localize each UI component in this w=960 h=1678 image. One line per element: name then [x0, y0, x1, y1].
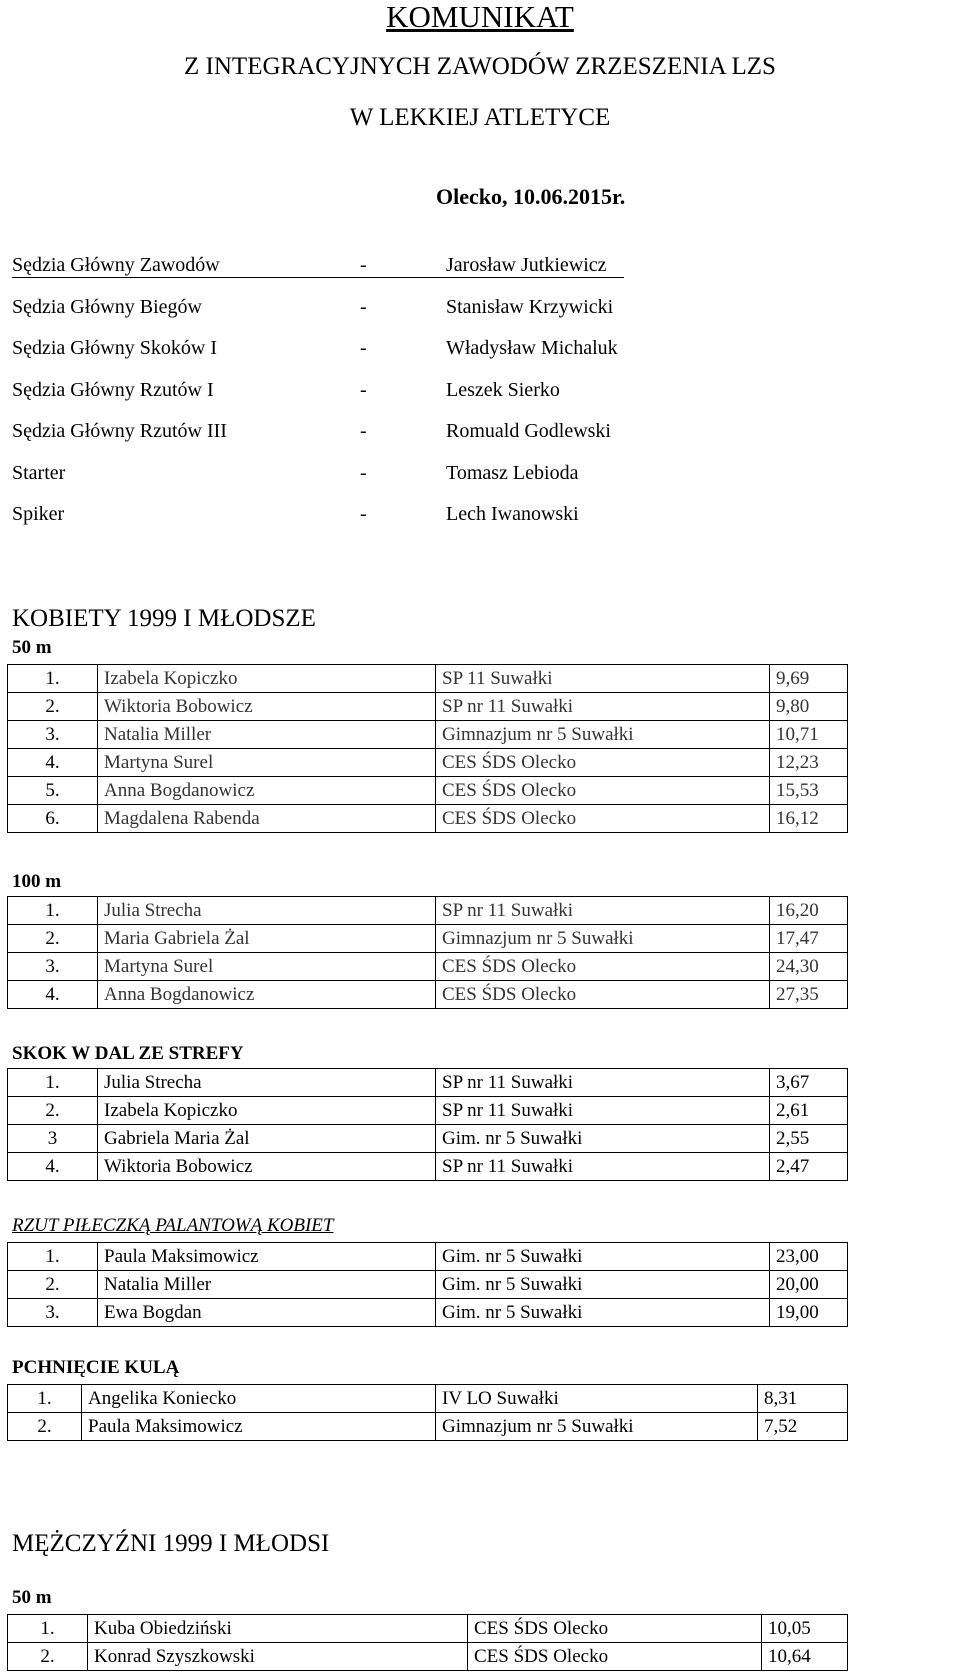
club-cell: CES ŚDS Olecko	[436, 777, 770, 805]
club-cell: SP 11 Suwałki	[436, 665, 770, 693]
club-cell: IV LO Suwałki	[436, 1385, 758, 1413]
place-cell: 2.	[8, 925, 98, 953]
club-cell: CES ŚDS Olecko	[436, 805, 770, 833]
athlete-cell: Martyna Surel	[98, 749, 436, 777]
place-cell: 2.	[8, 1097, 98, 1125]
place-cell: 2.	[8, 1271, 98, 1299]
official-name: Tomasz Lebioda	[446, 461, 579, 484]
official-row	[12, 418, 712, 460]
club-cell: SP nr 11 Suwałki	[436, 1069, 770, 1097]
athlete-cell: Konrad Szyszkowski	[88, 1643, 468, 1671]
official-row	[12, 335, 712, 377]
athlete-cell: Paula Maksimowicz	[82, 1413, 436, 1441]
official-row	[12, 377, 712, 419]
result-cell: 23,00	[770, 1243, 848, 1271]
men-section-heading: MĘŻCZYŹNI 1999 I MŁODSI	[12, 1530, 330, 1557]
club-cell: SP nr 11 Suwałki	[436, 1097, 770, 1125]
result-cell: 24,30	[770, 953, 848, 981]
result-cell: 15,53	[770, 777, 848, 805]
official-row	[12, 501, 712, 543]
club-cell: Gim. nr 5 Suwałki	[436, 1125, 770, 1153]
place-cell: 1.	[8, 1243, 98, 1271]
result-cell: 16,20	[770, 897, 848, 925]
table-row	[8, 925, 848, 953]
club-cell: SP nr 11 Suwałki	[436, 693, 770, 721]
place-cell: 3	[8, 1125, 98, 1153]
place-cell: 2.	[8, 693, 98, 721]
official-role: Sędzia Główny Rzutów III	[12, 420, 227, 442]
table-row	[8, 1153, 848, 1181]
athlete-cell: Natalia Miller	[98, 1271, 436, 1299]
athlete-cell: Maria Gabriela Żal	[98, 925, 436, 953]
table-row	[8, 1299, 848, 1327]
results-table	[7, 1068, 848, 1181]
place-cell: 1.	[8, 1385, 82, 1413]
event-title: SKOK W DAL ZE STREFY	[12, 1043, 244, 1064]
results-table	[7, 1242, 848, 1327]
result-cell: 19,00	[770, 1299, 848, 1327]
athlete-cell: Anna Bogdanowicz	[98, 981, 436, 1009]
official-dash: -	[360, 461, 367, 484]
place-cell: 2.	[8, 1643, 88, 1671]
result-cell: 10,64	[762, 1643, 848, 1671]
place-cell: 1.	[8, 665, 98, 693]
table-row	[8, 953, 848, 981]
place-cell: 4.	[8, 749, 98, 777]
athlete-cell: Paula Maksimowicz	[98, 1243, 436, 1271]
result-cell: 7,52	[758, 1413, 848, 1441]
table-row	[8, 897, 848, 925]
event-title: RZUT PIŁECZKĄ PALANTOWĄ KOBIET	[12, 1215, 334, 1236]
athlete-cell: Gabriela Maria Żal	[98, 1125, 436, 1153]
result-cell: 20,00	[770, 1271, 848, 1299]
official-role: Sędzia Główny Zawodów	[12, 254, 220, 276]
results-table	[7, 1614, 848, 1671]
event-title: 50 m	[12, 1587, 52, 1608]
result-cell: 2,55	[770, 1125, 848, 1153]
result-cell: 17,47	[770, 925, 848, 953]
results-table	[7, 1384, 848, 1441]
club-cell: CES ŚDS Olecko	[436, 981, 770, 1009]
official-dash: -	[360, 503, 367, 525]
result-cell: 2,61	[770, 1097, 848, 1125]
official-name: Leszek Sierko	[446, 378, 560, 401]
result-cell: 16,12	[770, 805, 848, 833]
club-cell: SP nr 11 Suwałki	[436, 897, 770, 925]
women-section-heading: KOBIETY 1999 I MŁODSZE	[12, 605, 316, 632]
table-row	[8, 1271, 848, 1299]
result-cell: 10,71	[770, 721, 848, 749]
athlete-cell: Natalia Miller	[98, 721, 436, 749]
official-role: Starter	[12, 461, 66, 484]
place-cell: 5.	[8, 777, 98, 805]
club-cell: Gimnazjum nr 5 Suwałki	[436, 1413, 758, 1441]
document-subtitle-2: W LEKKIEJ ATLETYCE	[349, 104, 611, 131]
official-dash: -	[360, 420, 367, 442]
official-row	[12, 294, 712, 336]
official-name: Władysław Michaluk	[446, 337, 618, 359]
official-name: Lech Iwanowski	[446, 503, 579, 525]
official-role: Sędzia Główny Rzutów I	[12, 378, 214, 401]
table-row	[8, 665, 848, 693]
place-cell: 1.	[8, 1615, 88, 1643]
official-name: Romuald Godlewski	[446, 420, 611, 442]
place-cell: 4.	[8, 1153, 98, 1181]
event-title: PCHNIĘCIE KULĄ	[12, 1357, 180, 1378]
athlete-cell: Magdalena Rabenda	[98, 805, 436, 833]
result-cell: 10,05	[762, 1615, 848, 1643]
club-cell: Gim. nr 5 Suwałki	[436, 1243, 770, 1271]
result-cell: 2,47	[770, 1153, 848, 1181]
officials-list	[12, 252, 712, 543]
official-dash: -	[360, 295, 367, 318]
table-row	[8, 749, 848, 777]
official-dash: -	[360, 378, 367, 401]
club-cell: Gimnazjum nr 5 Suwałki	[436, 925, 770, 953]
athlete-cell: Kuba Obiedziński	[88, 1615, 468, 1643]
club-cell: CES ŚDS Olecko	[436, 953, 770, 981]
club-cell: CES ŚDS Olecko	[468, 1615, 762, 1643]
table-row	[8, 693, 848, 721]
athlete-cell: Ewa Bogdan	[98, 1299, 436, 1327]
official-row	[12, 252, 712, 294]
official-name: Stanisław Krzywicki	[446, 295, 614, 318]
table-row	[8, 721, 848, 749]
club-cell: Gim. nr 5 Suwałki	[436, 1271, 770, 1299]
official-role: Sędzia Główny Biegów	[12, 295, 202, 318]
results-table	[7, 896, 848, 1009]
event-title: 50 m	[12, 637, 52, 658]
place-cell: 1.	[8, 897, 98, 925]
club-cell: CES ŚDS Olecko	[468, 1643, 762, 1671]
official-row	[12, 460, 712, 502]
place-cell: 1.	[8, 1069, 98, 1097]
place-cell: 4.	[8, 981, 98, 1009]
document-title: KOMUNIKAT	[386, 0, 574, 34]
athlete-cell: Julia Strecha	[98, 1069, 436, 1097]
place-cell: 3.	[8, 953, 98, 981]
athlete-cell: Izabela Kopiczko	[98, 665, 436, 693]
table-row	[8, 1413, 848, 1441]
place-cell: 2.	[8, 1413, 82, 1441]
result-cell: 9,69	[770, 665, 848, 693]
club-cell: SP nr 11 Suwałki	[436, 1153, 770, 1181]
athlete-cell: Julia Strecha	[98, 897, 436, 925]
result-cell: 3,67	[770, 1069, 848, 1097]
official-dash: -	[360, 254, 367, 276]
official-name: Jarosław Jutkiewicz	[446, 254, 607, 276]
table-row	[8, 1243, 848, 1271]
club-cell: CES ŚDS Olecko	[436, 749, 770, 777]
document-date: Olecko, 10.06.2015r.	[436, 184, 626, 209]
official-role: Spiker	[12, 503, 65, 525]
athlete-cell: Wiktoria Bobowicz	[98, 1153, 436, 1181]
result-cell: 9,80	[770, 693, 848, 721]
place-cell: 6.	[8, 805, 98, 833]
table-row	[8, 805, 848, 833]
table-row	[8, 1643, 848, 1671]
table-row	[8, 1385, 848, 1413]
place-cell: 3.	[8, 1299, 98, 1327]
result-cell: 12,23	[770, 749, 848, 777]
result-cell: 8,31	[758, 1385, 848, 1413]
athlete-cell: Martyna Surel	[98, 953, 436, 981]
table-row	[8, 981, 848, 1009]
official-dash: -	[360, 337, 367, 359]
club-cell: Gimnazjum nr 5 Suwałki	[436, 721, 770, 749]
table-row	[8, 1097, 848, 1125]
athlete-cell: Wiktoria Bobowicz	[98, 693, 436, 721]
club-cell: Gim. nr 5 Suwałki	[436, 1299, 770, 1327]
athlete-cell: Anna Bogdanowicz	[98, 777, 436, 805]
official-role: Sędzia Główny Skoków I	[12, 337, 217, 359]
athlete-cell: Angelika Koniecko	[82, 1385, 436, 1413]
result-cell: 27,35	[770, 981, 848, 1009]
results-table	[7, 664, 848, 833]
table-row	[8, 777, 848, 805]
athlete-cell: Izabela Kopiczko	[98, 1097, 436, 1125]
document-subtitle: Z INTEGRACYJNYCH ZAWODÓW ZRZESZENIA LZS	[184, 53, 776, 80]
place-cell: 3.	[8, 721, 98, 749]
table-row	[8, 1615, 848, 1643]
table-row	[8, 1125, 848, 1153]
event-title: 100 m	[12, 871, 62, 892]
table-row	[8, 1069, 848, 1097]
